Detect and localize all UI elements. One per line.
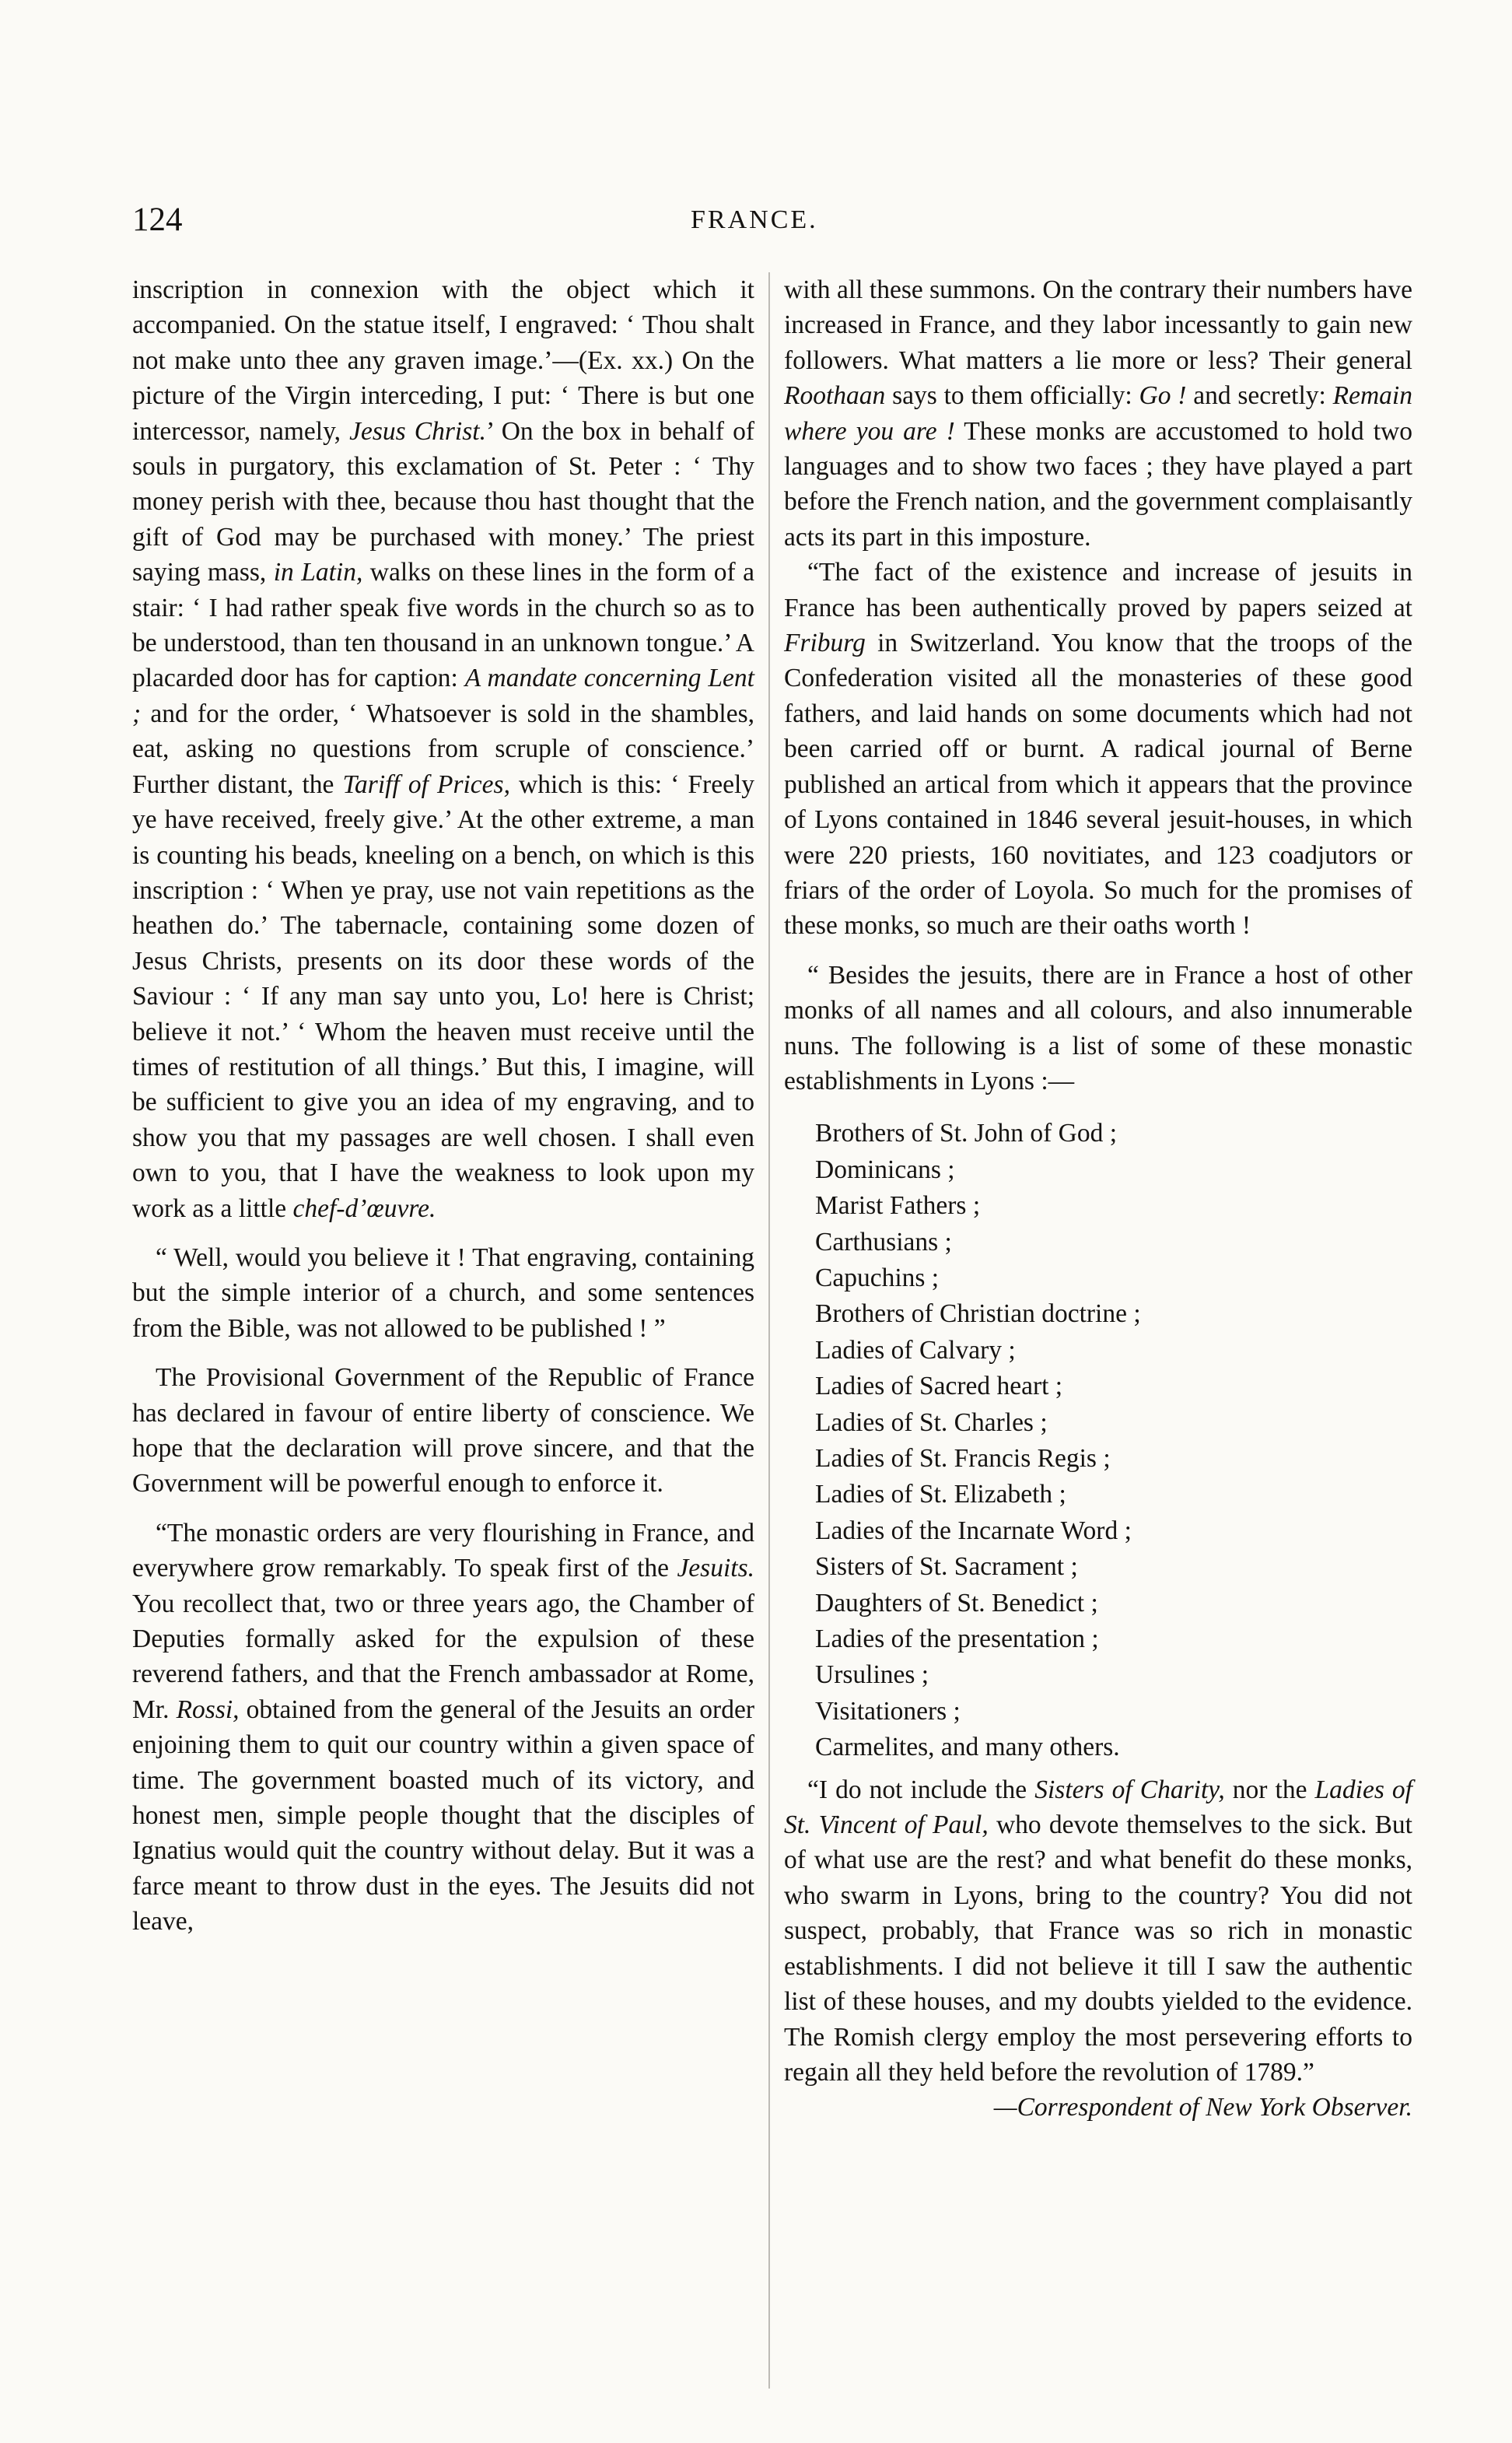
paragraph-engraving-description xyxy=(132,272,754,1226)
italic-run: A mandate concerning Lent ; xyxy=(132,664,754,728)
italic-run: Friburg xyxy=(784,629,866,658)
paragraph-summons xyxy=(784,272,1412,555)
italic-run: in Latin, xyxy=(273,558,363,587)
paragraph-other-monks: “ Besides the jesuits, there are in France a host of other monks of all names and all colours, and also innumerable nuns. The following is a list of some of these monastic establishments in Lyons :— xyxy=(784,960,1412,1095)
list-item: Carthusians ; xyxy=(815,1227,952,1257)
paragraph-provisional-government: The Provisional Government of the Republic of France has declared in favour of entire liberty of conscience. We hope that the declaration will prove sincere, and that the Government will be powerful enough to enforce it. xyxy=(132,1363,754,1498)
list-item: Ladies of the presentation ; xyxy=(815,1625,1099,1654)
paragraph-jesuits-existence xyxy=(784,555,1412,943)
column-divider xyxy=(768,272,770,2389)
text-run: with all these summons. On the contrary their numbers have increased in France, and they labor incessantly to gain new followers. What matters a lie more or less? Their general xyxy=(784,275,1412,375)
list-item: Daughters of St. Benedict ; xyxy=(815,1588,1098,1618)
text-run: in Switzerland. You know that the troops of the Confederation visited all the monasteries of these good fathers, and laid hands on some documents which had not been carried off or burnt. A radical journal of Berne published an artical from which it appears that the province of Lyons contained in 1846 several jesuit-houses, in which were 220 priests, 160 novitiates, and 123 coadjutors or friars of the order of Loyola. So much for the promises of these monks, so much are their oaths worth ! xyxy=(784,629,1412,941)
running-head-title: FRANCE. xyxy=(691,205,818,234)
left-column xyxy=(132,272,754,1940)
text-run: “The monastic orders are very flourishing in France, and everywhere grow remarkably. To speak first of the xyxy=(132,1518,754,1583)
text-run: inscription in connexion with the object which it accompanied. On the statue itself, I engraved: ‘ Thou shalt not make unto thee any graven image.’—(Ex. xx.) On the picture of the Virgin interceding, I put: ‘ There is but one intercessor, namely, xyxy=(132,275,754,446)
text-run: These monks are accustomed to hold two languages and to show two faces ; they have played a part before the French nation, and the government complaisantly acts its part in this imposture. xyxy=(784,416,1412,552)
list-item: Carmelites, and many others. xyxy=(815,1733,1120,1762)
text-run: and secretly: xyxy=(1186,381,1333,411)
paragraph-monastic-orders xyxy=(132,1516,754,1940)
right-column xyxy=(784,272,1412,2126)
paragraph-not-allowed: “ Well, would you believe it ! That engraving, containing but the simple interior of a church, and some sentences from the Bible, was not allowed to be published ! ” xyxy=(132,1243,754,1343)
italic-run: Rossi, xyxy=(176,1695,240,1724)
list-item: Sisters of St. Sacrament ; xyxy=(815,1552,1078,1582)
list-item: Visitationers ; xyxy=(815,1696,961,1726)
monastic-establishments-list xyxy=(815,1116,1412,1765)
text-run: You recollect that, two or three years ago, the Chamber of Deputies formally asked for the expulsion of these reverend fathers, and that the French ambassador at Rome, Mr. xyxy=(132,1589,754,1724)
italic-run: Roothaan xyxy=(784,381,886,411)
list-item: Ladies of St. Charles ; xyxy=(815,1407,1048,1437)
list-item: Ladies of St. Elizabeth ; xyxy=(815,1480,1066,1509)
list-item: Ladies of Sacred heart ; xyxy=(815,1372,1063,1401)
page-header xyxy=(132,201,1408,247)
list-item: Marist Fathers ; xyxy=(815,1191,981,1221)
italic-run: Ladies of St. Vincent of Paul, xyxy=(784,1775,1412,1840)
text-run: which is this: ‘ Freely ye have received, freely give.’ At the other extreme, a man is counting his beads, kneeling on a bench, on which is this inscription : ‘ When ye pray, use not vain repetitions as the heathen do.’ The tabernacle, containing some dozen of Jesus Christs, presents on its door these words of the Saviour : ‘ If any man say unto you, Lo! here is Christ; believe it not.’ ‘ Whom the heaven must receive until the times of restitution of all things.’ But this, I imagine, will be sufficient to give you an idea of my engraving, and to show you that my passages are well chosen. I shall even own to you, that I have the weakness to look upon my work as a little xyxy=(132,769,755,1223)
text-run: and for the order, ‘ Whatsoever is sold in the shambles, eat, asking no questions from scruple of conscience.’ Further distant, the xyxy=(132,699,754,799)
page-number: 124 xyxy=(132,202,183,238)
italic-run: Remain where you are ! xyxy=(784,381,1412,446)
text-run: obtained from the general of the Jesuits an order enjoining them to quit our country within a given space of time. The government boasted much of its victory, and honest men, simple people thought that the disciples of Ignatius would quit the country without delay. But it was a farce meant to throw dust in the eyes. The Jesuits did not leave, xyxy=(132,1695,754,1937)
text-run: says to them officially: xyxy=(885,381,1139,411)
list-item: Dominicans ; xyxy=(815,1155,955,1184)
text-run: ’ On the box in behalf of souls in purgatory, this exclamation of St. Peter : ‘ Thy money perish with thee, because thou hast thought that the gift of God may be purchased with money.’ The priest saying mass, xyxy=(132,416,754,587)
italic-run: Tariff of Prices, xyxy=(342,769,510,799)
source-signature: —Correspondent of New York Observer. xyxy=(993,2093,1412,2122)
list-item: Capuchins ; xyxy=(815,1263,940,1292)
text-run: “I do not include the xyxy=(807,1775,1035,1804)
paragraph-sisters-of-charity xyxy=(784,1772,1412,2091)
italic-run: Jesus Christ. xyxy=(349,416,486,446)
italic-run: Sisters of Charity, xyxy=(1034,1775,1225,1804)
list-item: Brothers of Christian doctrine ; xyxy=(815,1299,1141,1329)
text-run: “The fact of the existence and increase of jesuits in France has been authentically proved by papers seized at xyxy=(784,558,1412,622)
italic-run: Go ! xyxy=(1139,381,1187,411)
text-run: who devote themselves to the sick. But of what use are the rest? and what benefit do these monks, who swarm in Lyons, bring to the country? You did not suspect, probably, that France was so rich in monastic establishments. I did not believe it till I saw the authentic list of these houses, and my doubts yielded to the evidence. The Romish clergy employ the most persevering efforts to regain all they held before the revolution of 1789.” xyxy=(784,1810,1412,2087)
list-item: Brothers of St. John of God ; xyxy=(815,1119,1118,1148)
list-item: Ladies of the Incarnate Word ; xyxy=(815,1516,1132,1545)
italic-run: Jesuits. xyxy=(677,1554,754,1583)
text-run: walks on these lines in the form of a stair: ‘ I had rather speak five words in the church so as to be understood, than ten thousand in an unknown tongue.’ A placarded door has for caption: xyxy=(132,558,754,693)
text-run: nor the xyxy=(1224,1775,1315,1804)
list-item: Ladies of St. Francis Regis ; xyxy=(815,1444,1111,1473)
list-item: Ursulines ; xyxy=(815,1660,929,1690)
list-item: Ladies of Calvary ; xyxy=(815,1335,1016,1365)
italic-run: chef-d’œuvre. xyxy=(292,1193,436,1223)
